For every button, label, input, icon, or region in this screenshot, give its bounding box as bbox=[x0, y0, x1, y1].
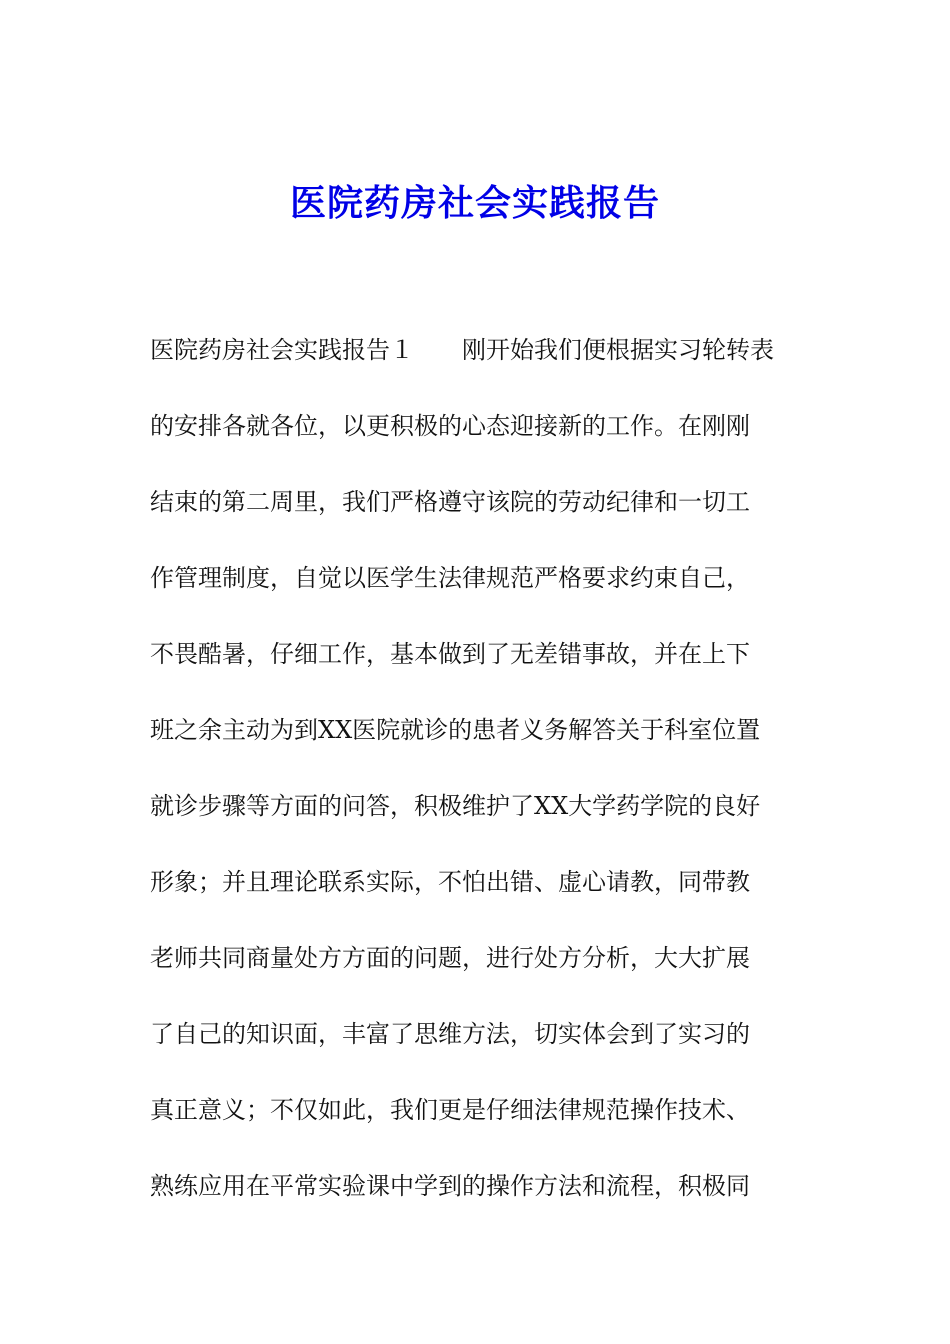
body-line: 老师共同商量处方方面的问题，进行处方分析，大大扩展 bbox=[150, 944, 750, 972]
body-line: 真正意义；不仅如此，我们更是仔细法律规范操作技术、 bbox=[150, 1096, 750, 1124]
body-line: 形象；并且理论联系实际，不怕出错、虚心请教，同带教 bbox=[150, 868, 750, 896]
body-line: 不畏酷暑，仔细工作，基本做到了无差错事故，并在上下 bbox=[150, 640, 750, 668]
body-line: 作管理制度，自觉以医学生法律规范严格要求约束自己， bbox=[150, 564, 750, 592]
body-line: 就诊步骤等方面的问答，积极维护了XX大学药学院的良好 bbox=[150, 792, 761, 820]
body-line: 了自己的知识面，丰富了思维方法，切实体会到了实习的 bbox=[150, 1020, 750, 1048]
body-line: 熟练应用在平常实验课中学到的操作方法和流程，积极同 bbox=[150, 1172, 750, 1200]
body-line: 结束的第二周里，我们严格遵守该院的劳动纪律和一切工 bbox=[150, 488, 750, 516]
body-line: 班之余主动为到XX医院就诊的患者义务解答关于科室位置 bbox=[150, 716, 761, 744]
document-title: 医院药房社会实践报告 bbox=[289, 182, 660, 224]
body-line: 的安排各就各位，以更积极的心态迎接新的工作。在刚刚 bbox=[150, 412, 750, 440]
body-line: 医院药房社会实践报告１ 刚开始我们便根据实习轮转表 bbox=[150, 336, 774, 364]
